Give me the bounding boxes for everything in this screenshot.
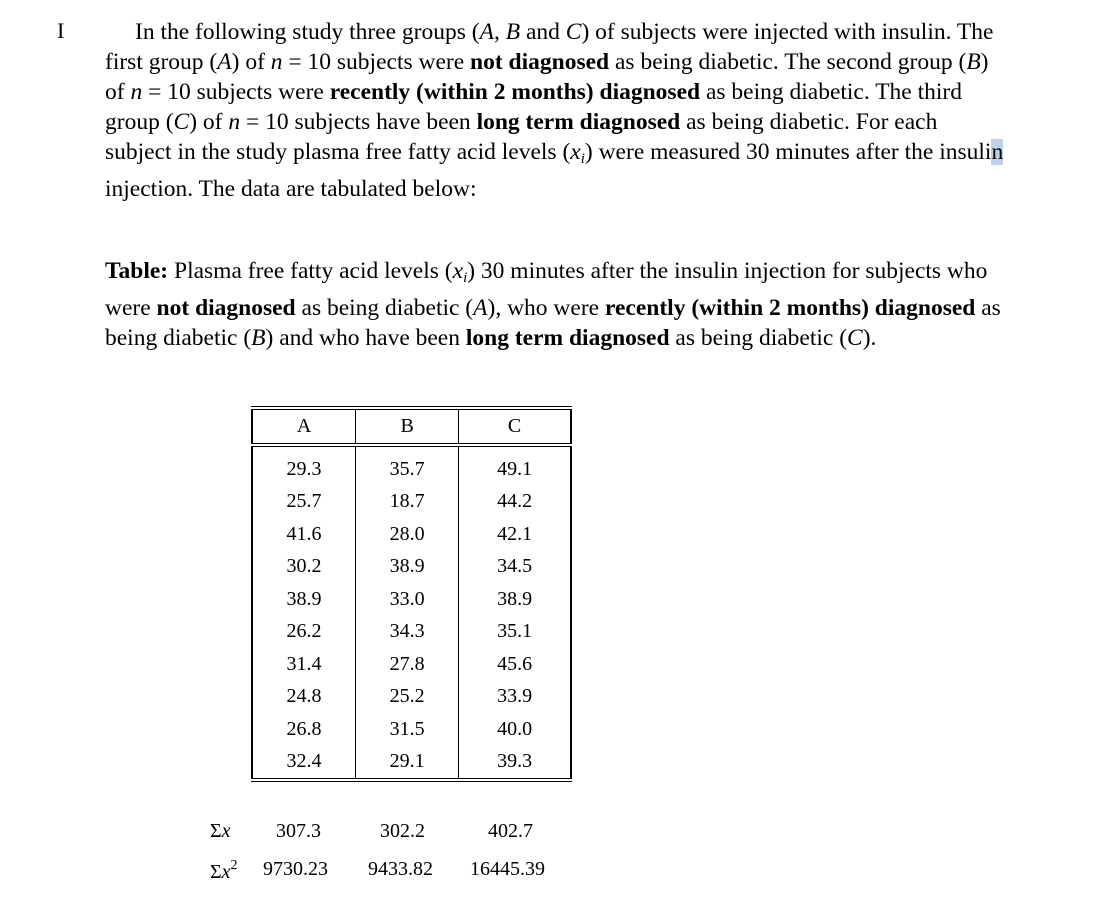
table-cell-B: 33.0 — [356, 583, 459, 616]
table-cell-C: 34.5 — [497, 555, 533, 578]
table-cell-A: 30.2 — [252, 551, 356, 584]
table-cell-A: 24.8 — [252, 681, 356, 714]
table-cell-B: 38.9 — [356, 551, 459, 584]
sum-x-A: 307.3 — [276, 820, 321, 842]
header-A: A — [252, 408, 356, 445]
sum-x2-A: 9730.23 — [263, 858, 328, 880]
sum-x2-label: $\Sigma x^2$ — [210, 858, 238, 883]
table-cell-C: 40.0 — [497, 717, 533, 740]
table-cell-C: 42.1 — [497, 522, 533, 545]
table-cell-A: 41.6 — [252, 518, 356, 551]
table-cell-B: 18.7 — [356, 486, 459, 519]
table-cell-A: 26.8 — [252, 713, 356, 746]
table-cell-C: 49.1 — [497, 457, 533, 480]
table-cell-B: 35.7 — [356, 445, 459, 486]
table-cell-A: 32.4 — [252, 746, 356, 781]
table-cell-C: 44.2 — [497, 490, 533, 513]
table-row — [252, 713, 571, 746]
table-row — [252, 486, 571, 519]
table-row — [252, 616, 571, 649]
sum-x-B: 302.2 — [380, 820, 425, 842]
sum-x2-C: 16445.39 — [470, 858, 545, 880]
table-cell-B: 27.8 — [356, 648, 459, 681]
table-cell-C: 39.3 — [497, 750, 533, 773]
header-C: C — [459, 408, 571, 445]
table-cell-A: 31.4 — [252, 648, 356, 681]
table-cell-A: 26.2 — [252, 616, 356, 649]
table-cell-C: 35.1 — [497, 620, 533, 643]
table-cell-A: 29.3 — [252, 445, 356, 486]
table-cell-B: 31.5 — [356, 713, 459, 746]
table-header-row — [252, 408, 571, 445]
table-body — [252, 445, 571, 780]
sum-x-C: 402.7 — [488, 820, 533, 842]
question-marker: I — [57, 18, 65, 43]
table-row — [252, 681, 571, 714]
table-cell-B: 25.2 — [356, 681, 459, 714]
table-cell-B: 29.1 — [356, 746, 459, 781]
table-cell-B: 28.0 — [356, 518, 459, 551]
table-row — [252, 551, 571, 584]
sum-x-label: Σx — [210, 820, 231, 842]
table-row — [252, 746, 571, 781]
sum-x2-B: 9433.82 — [368, 858, 433, 880]
table-cell-B: 34.3 — [356, 616, 459, 649]
fatty-acid-table — [251, 406, 572, 782]
text-cursor-highlight[interactable]: n — [991, 139, 1004, 165]
table-row — [252, 445, 571, 486]
table-cell-A: 38.9 — [252, 583, 356, 616]
table-cell-A: 25.7 — [252, 486, 356, 519]
table-row — [252, 648, 571, 681]
table-caption: Table: Plasma free fatty acid levels $(x_i)$ 30 minutes after the insulin injection for subjects who were not diagnosed as being diabetic (A), who were recently (within 2 months) diagnosed as being diabetic (B) and who have been long term diagnosed as being diabetic (C). — [105, 258, 1001, 351]
table-row — [252, 583, 571, 616]
table-cell-C: 33.9 — [497, 685, 533, 708]
header-B: B — [356, 408, 459, 445]
intro-paragraph: In the following study three groups (A, B and C) of subjects were injected with insulin. The first group (A) of n = 10 subjects were not diagnosed as being diabetic. The second group (B) of n = 10 subjects were recently (within 2 months) diagnosed as being diabetic. The third group (C) of n = 10 subjects have been long term diagnosed as being diabetic. For each subject in the study plasma free fatty acid levels $(x_i)$ were measured 30 minutes after the insulin injection. The data are tabulated below: — [105, 19, 1004, 202]
table-row — [252, 518, 571, 551]
table-cell-C: 38.9 — [497, 587, 533, 610]
table-cell-C: 45.6 — [497, 652, 533, 675]
